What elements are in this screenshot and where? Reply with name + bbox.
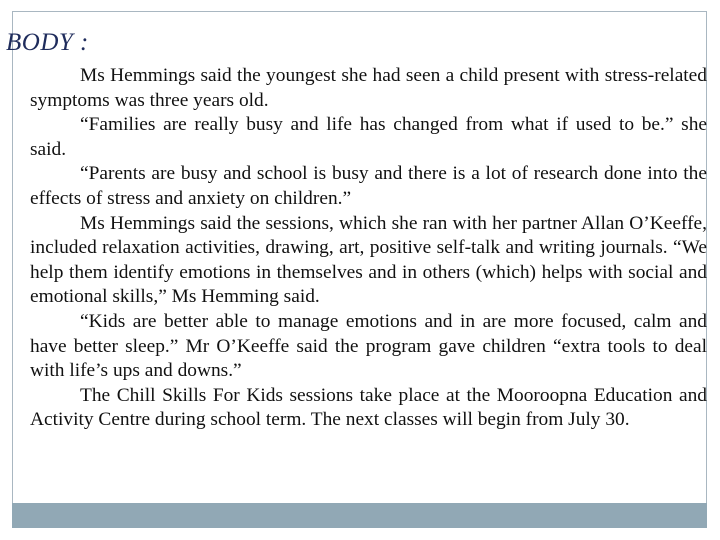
paragraph: “Parents are busy and school is busy and there is a lot of research done into the effects of stress and anxiety on children.”	[30, 163, 707, 209]
slide-heading: BODY :	[6, 29, 89, 56]
article-body	[30, 64, 707, 433]
paragraph: The Chill Skills For Kids sessions take place at the Mooroopna Education and Activity Centre during school term. The next classes will begin from July 30.	[30, 384, 707, 431]
paragraph: Ms Hemmings said the sessions, which she ran with her partner Allan O’Keeffe, included relaxation activities, drawing, art, positive self-talk and writing journals. “We help them identify emotions in themselves and in others (which) helps with social and emotional skills,” Ms Hemming said.	[30, 212, 707, 308]
paragraph: “Families are really busy and life has changed from what if used to be.” she said.	[30, 114, 707, 160]
paragraph: “Kids are better able to manage emotions and in are more focused, calm and have better sleep.” Mr O’Keeffe said the program gave children “extra tools to deal with life’s ups and downs.”	[30, 310, 707, 382]
paragraph: Ms Hemmings said the youngest she had seen a child present with stress-related symptoms was three years old.	[30, 65, 707, 111]
footer-bar	[12, 503, 707, 528]
